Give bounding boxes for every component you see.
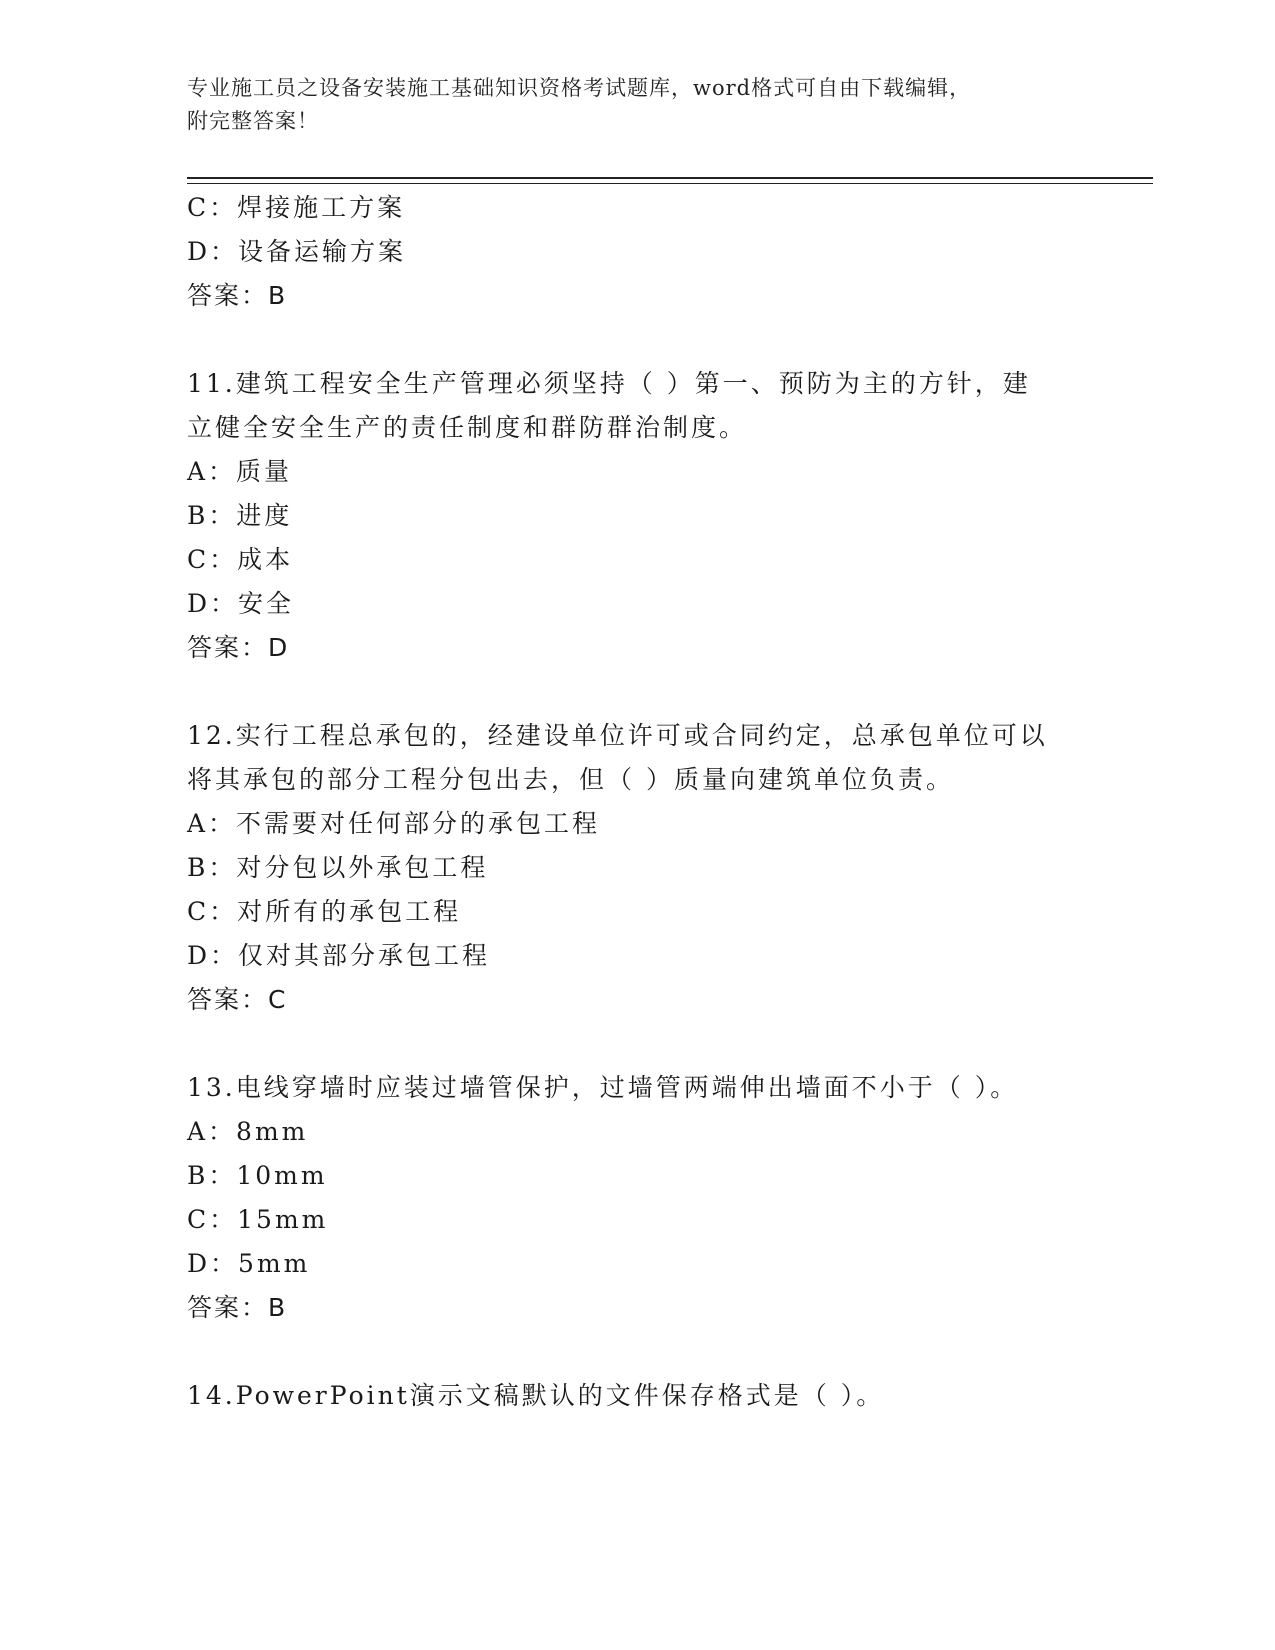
question-11-option-b: B：进度 bbox=[187, 501, 293, 530]
question-13-answer: 答案：B bbox=[187, 1293, 288, 1322]
header-line-1: 专业施工员之设备安装施工基础知识资格考试题库，word格式可自由下载编辑， bbox=[187, 76, 972, 100]
question-13-option-c: C：15mm bbox=[187, 1205, 329, 1234]
question-12-answer: 答案：C bbox=[187, 985, 288, 1014]
prev-answer: 答案：B bbox=[187, 281, 288, 310]
question-13-option-d: D：5mm bbox=[187, 1249, 311, 1278]
document-header bbox=[187, 72, 1067, 138]
question-14-stem: 14.PowerPoint演示文稿默认的文件保存格式是（ ）。 bbox=[187, 1381, 885, 1410]
prev-option-d: D：设备运输方案 bbox=[187, 237, 407, 266]
question-11-answer: 答案：D bbox=[187, 633, 290, 662]
question-12-option-a: A：不需要对任何部分的承包工程 bbox=[187, 809, 601, 838]
header-divider-thick bbox=[187, 177, 1153, 179]
question-12-stem-line-2: 将其承包的部分工程分包出去，但（ ）质量向建筑单位负责。 bbox=[187, 765, 954, 794]
question-12-option-b: B：对分包以外承包工程 bbox=[187, 853, 489, 882]
header-divider-thin bbox=[187, 183, 1153, 184]
question-13-stem: 13.电线穿墙时应装过墙管保护，过墙管两端伸出墙面不小于（ ）。 bbox=[187, 1073, 1019, 1102]
question-13-option-a: A：8mm bbox=[187, 1117, 309, 1146]
question-11-option-c: C：成本 bbox=[187, 545, 294, 574]
question-13-option-b: B：10mm bbox=[187, 1161, 328, 1190]
question-11-option-d: D：安全 bbox=[187, 589, 295, 618]
question-12-stem-line-1: 12.实行工程总承包的，经建设单位许可或合同约定，总承包单位可以 bbox=[187, 721, 1048, 750]
question-11-stem-line-2: 立健全安全生产的责任制度和群防群治制度。 bbox=[187, 413, 748, 442]
question-11-option-a: A：质量 bbox=[187, 457, 293, 486]
prev-option-c: C：焊接施工方案 bbox=[187, 193, 406, 222]
header-line-2: 附完整答案！ bbox=[187, 109, 319, 133]
question-12-option-c: C：对所有的承包工程 bbox=[187, 897, 462, 926]
question-12-option-d: D：仅对其部分承包工程 bbox=[187, 941, 491, 970]
question-11-stem-line-1: 11.建筑工程安全生产管理必须坚持（ ）第一、预防为主的方针，建 bbox=[187, 369, 1031, 398]
